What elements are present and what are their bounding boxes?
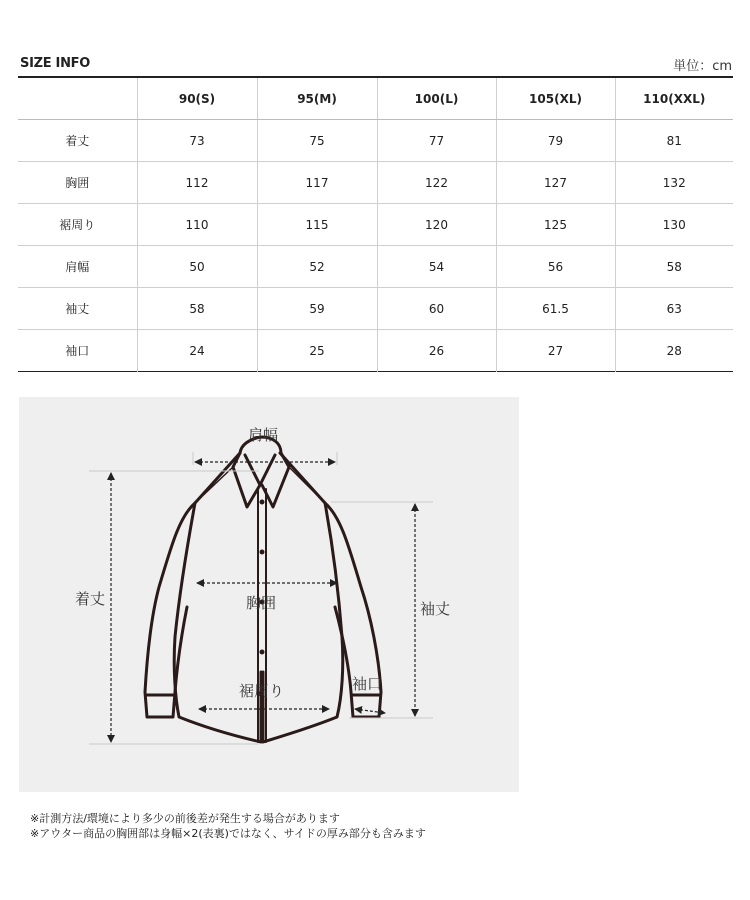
table-cell: 60 xyxy=(377,288,496,330)
table-cell: 54 xyxy=(377,246,496,288)
row-label: 袖丈 xyxy=(18,288,137,330)
table-cell: 77 xyxy=(377,120,496,162)
table-cell: 52 xyxy=(257,246,377,288)
length-label: 着丈 xyxy=(75,590,106,608)
table-cell: 122 xyxy=(377,162,496,204)
note-line: ※アウター商品の胸囲部は身幅×2(表裏)ではなく、サイドの厚み部分も含みます xyxy=(30,827,426,840)
column-header-blank xyxy=(18,77,137,120)
table-cell: 125 xyxy=(496,204,615,246)
table-cell: 120 xyxy=(377,204,496,246)
size-table xyxy=(18,76,733,372)
table-cell: 117 xyxy=(257,162,377,204)
table-cell: 27 xyxy=(496,330,615,372)
table-row xyxy=(18,330,733,372)
row-label: 裾周り xyxy=(18,204,137,246)
table-row xyxy=(18,204,733,246)
table-cell: 81 xyxy=(615,120,733,162)
table-cell: 58 xyxy=(615,246,733,288)
table-cell: 61.5 xyxy=(496,288,615,330)
unit-label: 単位：cm xyxy=(673,59,732,74)
table-cell: 59 xyxy=(257,288,377,330)
row-label: 肩幅 xyxy=(18,246,137,288)
table-row xyxy=(18,288,733,330)
table-cell: 24 xyxy=(137,330,257,372)
column-header-110xxl: 110(XXL) xyxy=(615,77,733,120)
table-cell: 127 xyxy=(496,162,615,204)
table-row xyxy=(18,162,733,204)
column-header-105xl: 105(XL) xyxy=(496,77,615,120)
table-cell: 110 xyxy=(137,204,257,246)
shoulder-label: 肩幅 xyxy=(248,426,279,444)
table-row xyxy=(18,120,733,162)
hem-label: 裾周り xyxy=(239,682,285,700)
table-header-row xyxy=(18,77,733,120)
table-cell: 56 xyxy=(496,246,615,288)
column-header-100l: 100(L) xyxy=(377,77,496,120)
note-line: ※計測方法/環境により多少の前後差が発生する場合があります xyxy=(30,812,340,825)
table-cell: 26 xyxy=(377,330,496,372)
table-cell: 79 xyxy=(496,120,615,162)
table-row xyxy=(18,246,733,288)
sleeve-label: 袖丈 xyxy=(420,600,451,618)
size-info-header xyxy=(20,56,732,76)
row-label: 着丈 xyxy=(18,120,137,162)
section-title: SIZE INFO xyxy=(20,56,90,71)
table-cell: 58 xyxy=(137,288,257,330)
table-cell: 50 xyxy=(137,246,257,288)
column-header-90s: 90(S) xyxy=(137,77,257,120)
measurement-diagram xyxy=(19,397,519,792)
table-cell: 130 xyxy=(615,204,733,246)
table-cell: 28 xyxy=(666,343,682,358)
table-cell: 63 xyxy=(615,288,733,330)
notes xyxy=(30,811,426,841)
row-label: 袖口 xyxy=(18,330,137,372)
table-cell: 73 xyxy=(137,120,257,162)
table-cell: 112 xyxy=(137,162,257,204)
chest-label: 胸囲 xyxy=(246,594,277,612)
table-cell: 25 xyxy=(257,330,377,372)
row-label: 胸囲 xyxy=(18,162,137,204)
column-header-95m: 95(M) xyxy=(257,77,377,120)
table-cell: 75 xyxy=(257,120,377,162)
cuff-label: 袖口 xyxy=(352,675,383,693)
table-cell: 132 xyxy=(615,162,733,204)
table-cell: 115 xyxy=(257,204,377,246)
